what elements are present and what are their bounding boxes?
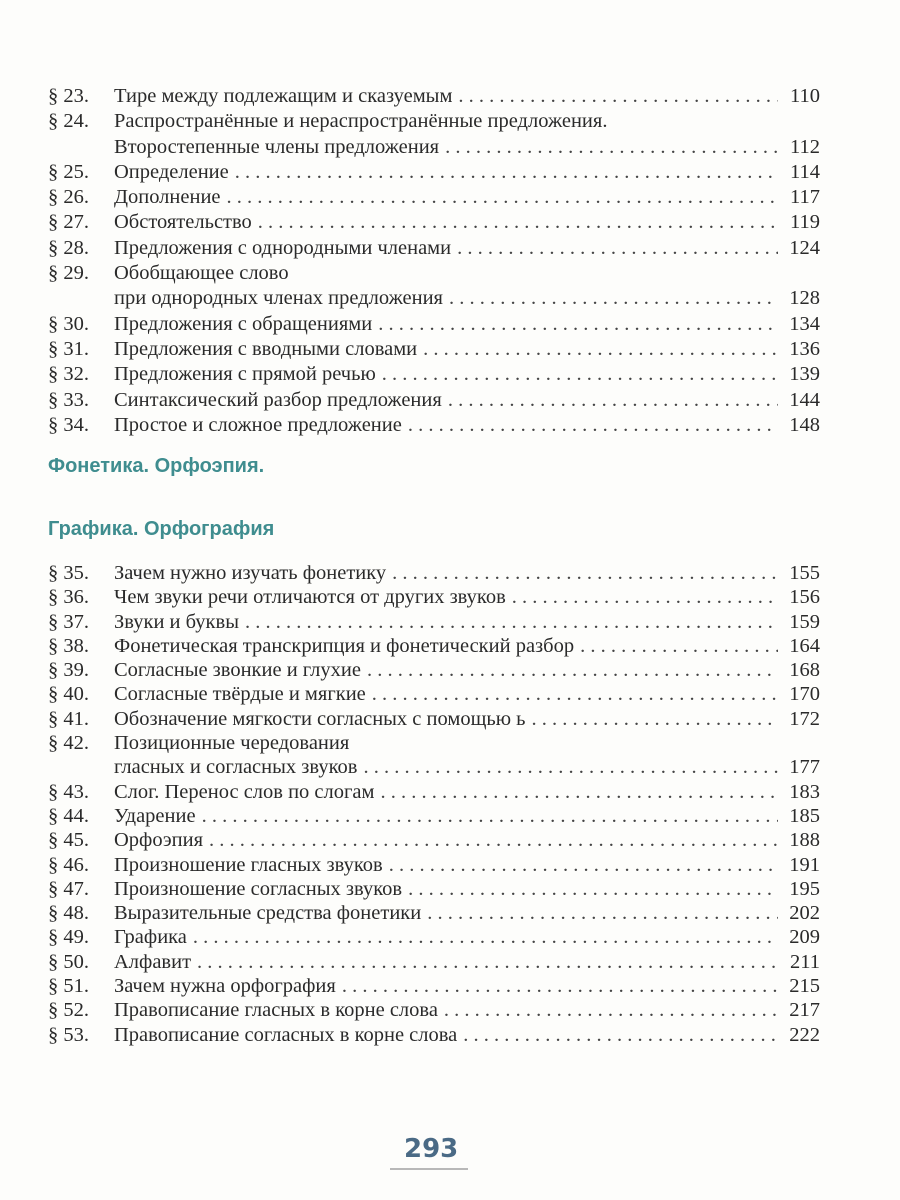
section-number: § 29. [48, 262, 89, 285]
entry-title: Предложения с обращениями [114, 312, 373, 335]
toc-entry [48, 925, 820, 949]
section-number: § 30. [48, 312, 89, 335]
entry-title: Синтаксический разбор предложения [114, 388, 442, 411]
toc-entry [48, 877, 820, 901]
dot-leader [381, 780, 779, 804]
toc-entry [48, 755, 820, 779]
entry-title: Правописание согласных в корне слова [114, 1023, 458, 1046]
entry-title: Зачем нужна орфография [114, 975, 336, 998]
entry-title: Обстоятельство [114, 211, 252, 234]
page-ref: 217 [789, 999, 820, 1022]
section-number: § 34. [48, 413, 89, 436]
dot-leader [372, 682, 778, 706]
entry-title: Фонетическая транскрипция и фонетический разбор [114, 634, 575, 657]
section-number: § 41. [48, 707, 89, 730]
toc-entry [48, 731, 820, 755]
section-number: § 40. [48, 683, 89, 706]
section-number: § 47. [48, 877, 89, 900]
section-number: § 52. [48, 999, 89, 1022]
page-ref: 164 [789, 634, 820, 657]
toc-entry [48, 634, 820, 658]
entry-title: Обозначение мягкости согласных с помощью ь [114, 707, 526, 730]
dot-leader [389, 853, 778, 877]
section-number: § 48. [48, 902, 89, 925]
entry-title: Распространённые и нераспространённые предложения. [114, 110, 608, 133]
dot-leader [458, 84, 778, 109]
entry-title: Ударение [114, 804, 196, 827]
toc-entry [48, 828, 820, 852]
page-ref: 136 [789, 337, 820, 360]
section-number: § 23. [48, 85, 89, 107]
dot-leader [202, 804, 778, 828]
dot-leader [463, 1023, 778, 1047]
dot-leader [342, 974, 778, 998]
dot-leader [363, 755, 778, 779]
page-ref: 124 [789, 236, 820, 259]
dot-leader [449, 286, 778, 311]
section-number: § 50. [48, 950, 89, 973]
page-ref: 155 [789, 562, 820, 584]
entry-title: Чем звуки речи отличаются от других звуков [114, 586, 506, 609]
page-ref: 148 [789, 413, 820, 436]
entry-title: Определение [114, 160, 229, 183]
dot-leader [408, 413, 778, 438]
section-number: § 33. [48, 388, 89, 411]
dot-leader [235, 160, 778, 185]
dot-leader [580, 634, 778, 658]
entry-title: гласных и согласных звуков [114, 756, 358, 779]
toc-entry [48, 160, 820, 185]
entry-title: Звуки и буквы [114, 610, 239, 633]
toc-entry [48, 185, 820, 210]
toc-entry [48, 804, 820, 828]
section-heading-graphics: Графика. Орфография [48, 518, 275, 540]
dot-leader [444, 998, 778, 1022]
entry-title: Произношение согласных звуков [114, 877, 403, 900]
toc-entry [48, 388, 820, 413]
toc-entry [48, 974, 820, 998]
entry-title: Слог. Перенос слов по слогам [114, 780, 375, 803]
dot-leader [423, 337, 778, 362]
toc-entry [48, 610, 820, 634]
section-number: § 32. [48, 363, 89, 386]
page-ref: 168 [789, 659, 820, 682]
toc-entry [48, 658, 820, 682]
dot-leader [245, 610, 778, 634]
dot-leader [193, 925, 778, 949]
entry-title: Графика [114, 926, 187, 949]
entry-title: Предложения с прямой речью [114, 363, 376, 386]
toc-entry [48, 312, 820, 337]
section-number: § 37. [48, 610, 89, 633]
toc-entry [48, 337, 820, 362]
toc-entry [48, 413, 820, 438]
toc-entry [48, 853, 820, 877]
section-number: § 24. [48, 110, 89, 133]
page-ref: 188 [789, 829, 820, 852]
section-number: § 25. [48, 160, 89, 183]
toc-section-syntax [48, 84, 820, 438]
dot-leader [392, 561, 778, 585]
page-ref: 114 [790, 160, 820, 183]
dot-leader [258, 210, 778, 235]
section-number: § 31. [48, 337, 89, 360]
page-ref: 144 [789, 388, 820, 411]
page-ref: 202 [789, 902, 820, 925]
toc-section-phonetics [48, 561, 820, 1047]
toc-entry [48, 362, 820, 387]
page-ref: 215 [789, 975, 820, 998]
dot-leader [408, 877, 778, 901]
toc-entry [48, 261, 820, 286]
section-number: § 35. [48, 562, 89, 584]
page-ref: 119 [790, 211, 820, 234]
page-ref: 172 [789, 707, 820, 730]
section-heading-phonetics: Фонетика. Орфоэпия. [48, 455, 265, 477]
dot-leader [445, 135, 778, 160]
entry-title: Орфоэпия [114, 829, 204, 852]
entry-title: Обобщающее слово [114, 262, 289, 285]
page-ref: 139 [789, 363, 820, 386]
toc-entry [48, 135, 820, 160]
toc-entry [48, 286, 820, 311]
page-ref: 185 [789, 804, 820, 827]
entry-title: Второстепенные члены предложения [114, 135, 440, 158]
toc-entry [48, 109, 820, 134]
page-number: 293 [404, 1134, 459, 1164]
toc-entry [48, 1023, 820, 1047]
section-number: § 45. [48, 829, 89, 852]
toc-entry [48, 901, 820, 925]
page-ref: 156 [789, 586, 820, 609]
entry-title: Алфавит [114, 950, 192, 973]
entry-title: Произношение гласных звуков [114, 853, 383, 876]
entry-title: Выразительные средства фонетики [114, 902, 422, 925]
toc-entry [48, 236, 820, 261]
page-ref: 177 [789, 756, 820, 779]
section-number: § 26. [48, 186, 89, 209]
section-number: § 28. [48, 236, 89, 259]
section-number: § 36. [48, 586, 89, 609]
page-ref: 222 [789, 1023, 820, 1046]
dot-leader [209, 828, 778, 852]
page-ref: 134 [789, 312, 820, 335]
section-number: § 44. [48, 804, 89, 827]
entry-title: Тире между подлежащим и сказуемым [114, 85, 453, 107]
dot-leader [382, 362, 778, 387]
toc-entry [48, 950, 820, 974]
section-number: § 49. [48, 926, 89, 949]
entry-title: Согласные твёрдые и мягкие [114, 683, 366, 706]
section-number: § 39. [48, 659, 89, 682]
toc-entry [48, 682, 820, 706]
entry-title: Позиционные чередования [114, 732, 350, 755]
section-number: § 38. [48, 634, 89, 657]
entry-title: Простое и сложное предложение [114, 413, 402, 436]
toc-entry [48, 561, 820, 585]
section-number: § 43. [48, 780, 89, 803]
dot-leader [367, 658, 778, 682]
page-ref: 112 [790, 135, 820, 158]
page-ref: 209 [789, 926, 820, 949]
dot-leader [378, 312, 778, 337]
toc-entry [48, 210, 820, 235]
dot-leader [227, 185, 778, 210]
toc-entry [48, 84, 820, 109]
entry-title: Зачем нужно изучать фонетику [114, 562, 387, 584]
page-ref: 211 [790, 950, 820, 973]
section-number: § 27. [48, 211, 89, 234]
entry-title: Предложения с вводными словами [114, 337, 418, 360]
page-ref: 195 [789, 877, 820, 900]
page-ref: 128 [789, 287, 820, 310]
section-number: § 53. [48, 1023, 89, 1046]
section-number: § 46. [48, 853, 89, 876]
dot-leader [457, 236, 778, 261]
section-number: § 42. [48, 732, 89, 755]
page-ref: 117 [790, 186, 820, 209]
page-ref: 159 [789, 610, 820, 633]
entry-title: Согласные звонкие и глухие [114, 659, 361, 682]
entry-title: Правописание гласных в корне слова [114, 999, 438, 1022]
dot-leader [532, 707, 778, 731]
page-number-underline [390, 1168, 468, 1170]
dot-leader [512, 585, 778, 609]
dot-leader [427, 901, 778, 925]
dot-leader [197, 950, 778, 974]
page-ref: 183 [789, 780, 820, 803]
toc-entry [48, 998, 820, 1022]
entry-title: Дополнение [114, 186, 221, 209]
page-ref: 170 [789, 683, 820, 706]
toc-entry [48, 707, 820, 731]
entry-title: при однородных членах предложения [114, 287, 443, 310]
section-number: § 51. [48, 975, 89, 998]
toc-entry [48, 780, 820, 804]
dot-leader [448, 388, 778, 413]
page-ref: 110 [790, 85, 820, 107]
toc-entry [48, 585, 820, 609]
page-ref: 191 [789, 853, 820, 876]
entry-title: Предложения с однородными членами [114, 236, 452, 259]
